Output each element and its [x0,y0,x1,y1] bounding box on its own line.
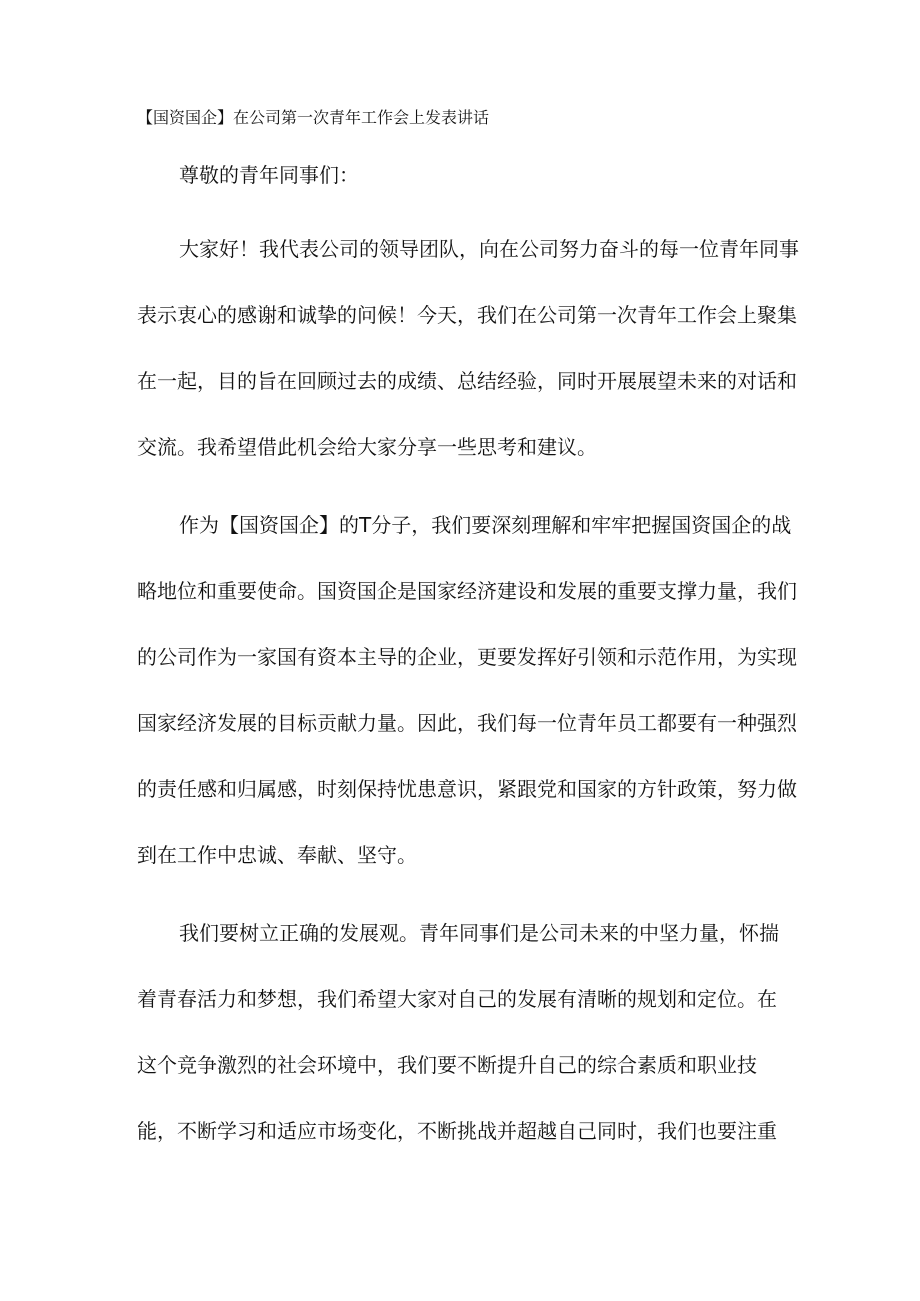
paragraph-line: 这个竞争激烈的社会环境中，我们要不断提升自己的综合素质和职业技 [137,1053,757,1077]
document-title: 【国资国企】在公司第一次青年工作会上发表讲话 [137,108,490,127]
paragraph-line: 能，不断学习和适应市场变化，不断挑战并超越自己同时，我们也要注重 [137,1119,777,1143]
salutation: 尊敬的青年同事们： [179,163,359,187]
paragraph-line: 大家好！我代表公司的领导团队，向在公司努力奋斗的每一位青年同事 [179,237,799,261]
paragraph-line: 表示衷心的感谢和诚挚的问候！今天，我们在公司第一次青年工作会上聚集 [137,303,797,327]
paragraph-line: 在一起，目的旨在回顾过去的成绩、总结经验，同时开展展望未来的对话和 [137,369,797,393]
paragraph-line: 的责任感和归属感，时刻保持忧患意识，紧跟党和国家的方针政策，努力做 [137,777,797,801]
paragraph-line: 交流。我希望借此机会给大家分享一些思考和建议。 [137,435,597,459]
paragraph-line: 到在工作中忠诚、奉献、坚守。 [137,843,417,867]
paragraph-line: 的公司作为一家国有资本主导的企业，更要发挥好引领和示范作用，为实现 [137,645,797,669]
paragraph-line: 着青春活力和梦想，我们希望大家对自己的发展有清晰的规划和定位。在 [137,987,777,1011]
paragraph-line: 国家经济发展的目标贡献力量。因此，我们每一位青年员工都要有一种强烈 [137,711,797,735]
paragraph-line: 我们要树立正确的发展观。青年同事们是公司未来的中坚力量，怀揣 [179,921,779,945]
paragraph-line: 作为【国资国企】的T分子，我们要深刻理解和牢牢把握国资国企的战 [179,513,792,537]
paragraph-line: 略地位和重要使命。国资国企是国家经济建设和发展的重要支撑力量，我们 [137,579,797,603]
